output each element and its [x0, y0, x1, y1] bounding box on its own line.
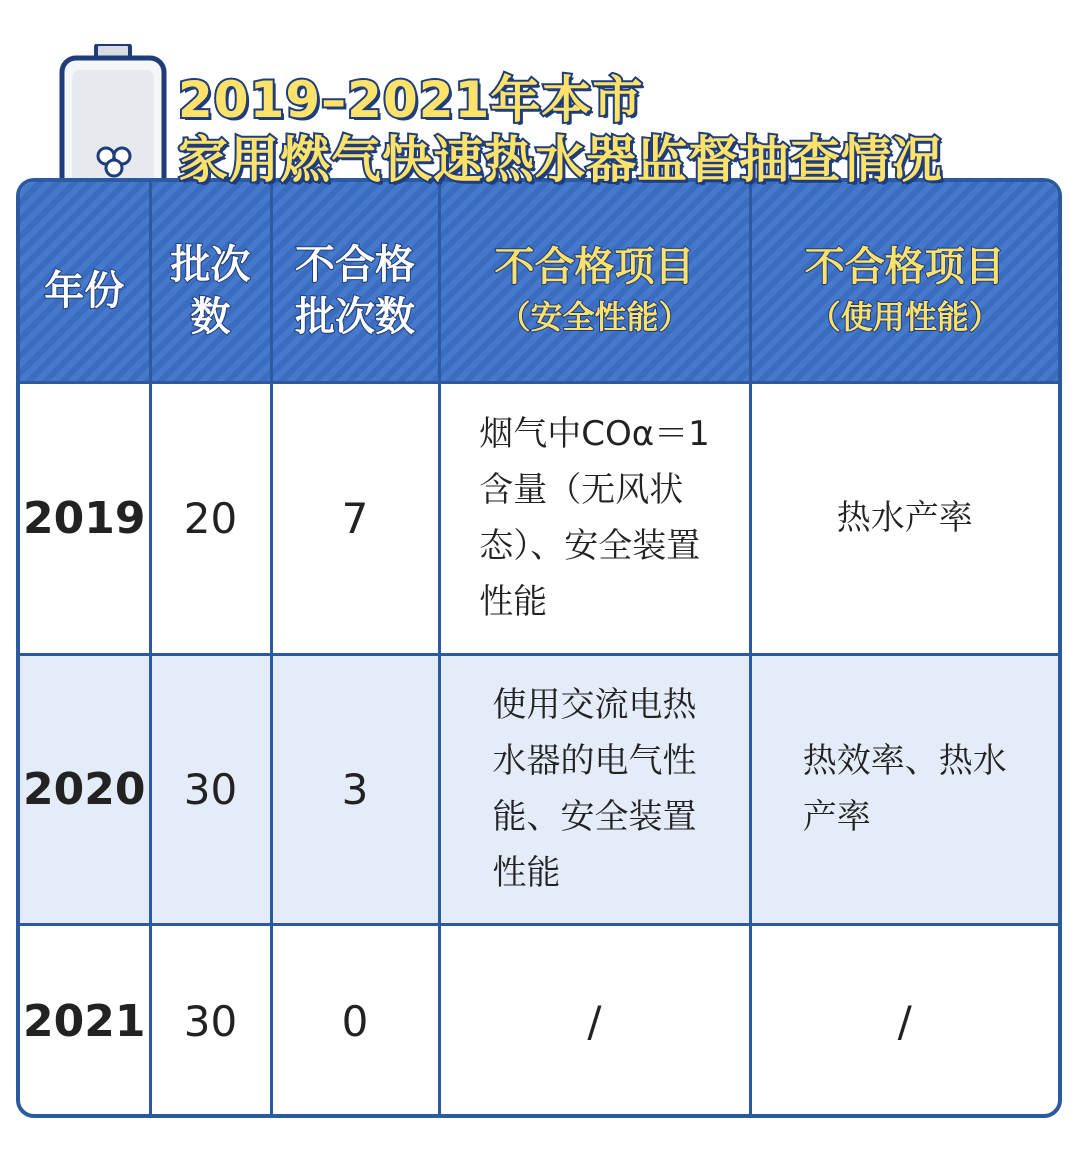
- usage-items-cell: 热效率、热水 产率: [750, 654, 1058, 924]
- failed-cell: 0: [271, 924, 439, 1118]
- inspection-table: [16, 178, 1062, 1118]
- failed-cell: 3: [271, 654, 439, 924]
- table-row: [20, 924, 1058, 1118]
- failed-cell: 7: [271, 382, 439, 654]
- safety-items-cell: 使用交流电热 水器的电气性 能、安全装置 性能: [439, 654, 750, 924]
- batches-cell: 30: [150, 924, 271, 1118]
- safety-items-cell: 烟气中COα＝1 含量（无风状 态）、安全装置 性能: [439, 382, 750, 654]
- title-line-2: 家用燃气快速热水器监督抽查情况: [178, 131, 943, 189]
- header-safety-items: 不合格项目 （安全性能）: [439, 182, 750, 382]
- year-cell: 2019: [20, 382, 150, 654]
- batches-cell: 20: [150, 382, 271, 654]
- title-line-1: 2019–2021年本市: [178, 71, 644, 129]
- year-cell: 2020: [20, 654, 150, 924]
- header-usage-items: 不合格项目 （使用性能）: [750, 182, 1058, 382]
- year-cell: 2021: [20, 924, 150, 1118]
- page-title: [178, 70, 1058, 190]
- header-failed-batches: 不合格 批次数: [271, 182, 439, 382]
- usage-items-cell: 热水产率: [750, 382, 1058, 654]
- safety-items-cell: /: [439, 924, 750, 1118]
- header-batches: 批次 数: [150, 182, 271, 382]
- batches-cell: 30: [150, 654, 271, 924]
- table-row: [20, 382, 1058, 654]
- header-row: [20, 182, 1058, 382]
- header-year: 年份: [20, 182, 150, 382]
- table-row: [20, 654, 1058, 924]
- usage-items-cell: /: [750, 924, 1058, 1118]
